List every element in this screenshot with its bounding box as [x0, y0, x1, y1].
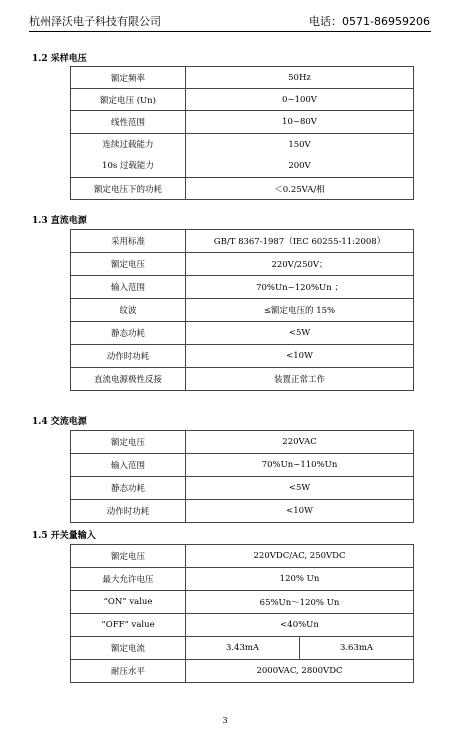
row-key: 连续过载能力: [102, 139, 154, 150]
table-row: [71, 568, 414, 591]
row-value: 220VAC: [186, 431, 414, 454]
row-key: 线性范围: [71, 111, 186, 134]
row-key: “ON” value: [71, 591, 186, 614]
table-row: [71, 178, 414, 200]
row-value: 0~100V: [186, 89, 414, 111]
row-key: 最大允许电压: [71, 568, 186, 591]
table-ac-power: [70, 430, 414, 523]
row-key: 额定电压下的功耗: [71, 178, 186, 200]
row-value: ＜0.25VA/相: [186, 178, 414, 200]
row-key: 10s 过载能力: [102, 160, 154, 171]
table-row: [71, 299, 414, 322]
table-row: [71, 111, 414, 134]
row-value: 220VDC/AC, 250VDC: [186, 545, 414, 568]
row-key: 额定电压 (Un): [71, 89, 186, 111]
table-binary-input: [70, 544, 414, 683]
row-key: 额定电压: [71, 545, 186, 568]
row-value: <10W: [186, 500, 414, 523]
section-title-ac-power: 1.4 交流电源: [32, 417, 87, 427]
row-value: <5W: [186, 322, 414, 345]
row-value: 70%Un~110%Un: [186, 454, 414, 477]
row-key: 输入范围: [71, 454, 186, 477]
row-key: 输入范围: [71, 276, 186, 299]
table-row: [71, 637, 414, 660]
table-row: [71, 454, 414, 477]
table-sampling-voltage: [70, 66, 414, 200]
row-key: 直流电源极性反接: [71, 368, 186, 391]
row-value: <40%Un: [186, 614, 414, 637]
table-row: [71, 89, 414, 111]
row-key: 额定频率: [71, 67, 186, 89]
row-value: 200V: [288, 160, 311, 171]
table-row: [71, 660, 414, 683]
table-row: [71, 591, 414, 614]
row-value: ≤额定电压的 15%: [186, 299, 414, 322]
table-row: [71, 545, 414, 568]
row-key: 采用标准: [71, 230, 186, 253]
row-key: 纹波: [71, 299, 186, 322]
row-value: GB/T 8367-1987（IEC 60255-11:2008）: [186, 230, 414, 253]
section-title-sampling-voltage: 1.2 采样电压: [32, 54, 87, 64]
table-row: [71, 276, 414, 299]
row-key: 静态功耗: [71, 477, 186, 500]
row-value: <10W: [186, 345, 414, 368]
phone-number: 电话：0571-86959206: [309, 15, 430, 28]
row-key: “OFF” value: [71, 614, 186, 637]
table-row: [71, 477, 414, 500]
row-key: 静态功耗: [71, 322, 186, 345]
table-row: [71, 322, 414, 345]
row-value: <5W: [186, 477, 414, 500]
row-value: 装置正常工作: [186, 368, 414, 391]
row-value-stack: [186, 134, 414, 178]
row-value: 220V/250V；: [186, 253, 414, 276]
row-key: 动作时功耗: [71, 345, 186, 368]
row-value: 2000VAC, 2800VDC: [186, 660, 414, 683]
row-value: 50Hz: [186, 67, 414, 89]
row-value: 120% Un: [186, 568, 414, 591]
table-row: [71, 500, 414, 523]
table-row: [71, 230, 414, 253]
row-key: 额定电流: [71, 637, 186, 660]
row-value: 65%Un～120% Un: [186, 591, 414, 614]
row-value: 3.43mA: [186, 637, 300, 660]
section-title-dc-power: 1.3 直流电源: [32, 216, 87, 226]
page-header: [29, 8, 430, 28]
row-value: 70%Un~120%Un ；: [186, 276, 414, 299]
table-row: [71, 431, 414, 454]
company-name: 杭州泽沃电子科技有限公司: [29, 15, 161, 28]
table-dc-power: [70, 229, 414, 391]
header-rule: [29, 31, 431, 32]
row-key-stack: [71, 134, 186, 178]
row-value: 3.63mA: [300, 637, 414, 660]
table-row: [71, 345, 414, 368]
section-title-binary-input: 1.5 开关量输入: [32, 531, 96, 541]
row-value: 150V: [288, 139, 311, 150]
row-value: 10~80V: [186, 111, 414, 134]
table-row-merged: [71, 134, 414, 178]
row-key: 耐压水平: [71, 660, 186, 683]
page-number: 3: [222, 716, 228, 725]
row-key: 额定电压: [71, 431, 186, 454]
table-row: [71, 368, 414, 391]
row-key: 额定电压: [71, 253, 186, 276]
table-row: [71, 253, 414, 276]
row-key: 动作时功耗: [71, 500, 186, 523]
table-row: [71, 614, 414, 637]
table-row: [71, 67, 414, 89]
